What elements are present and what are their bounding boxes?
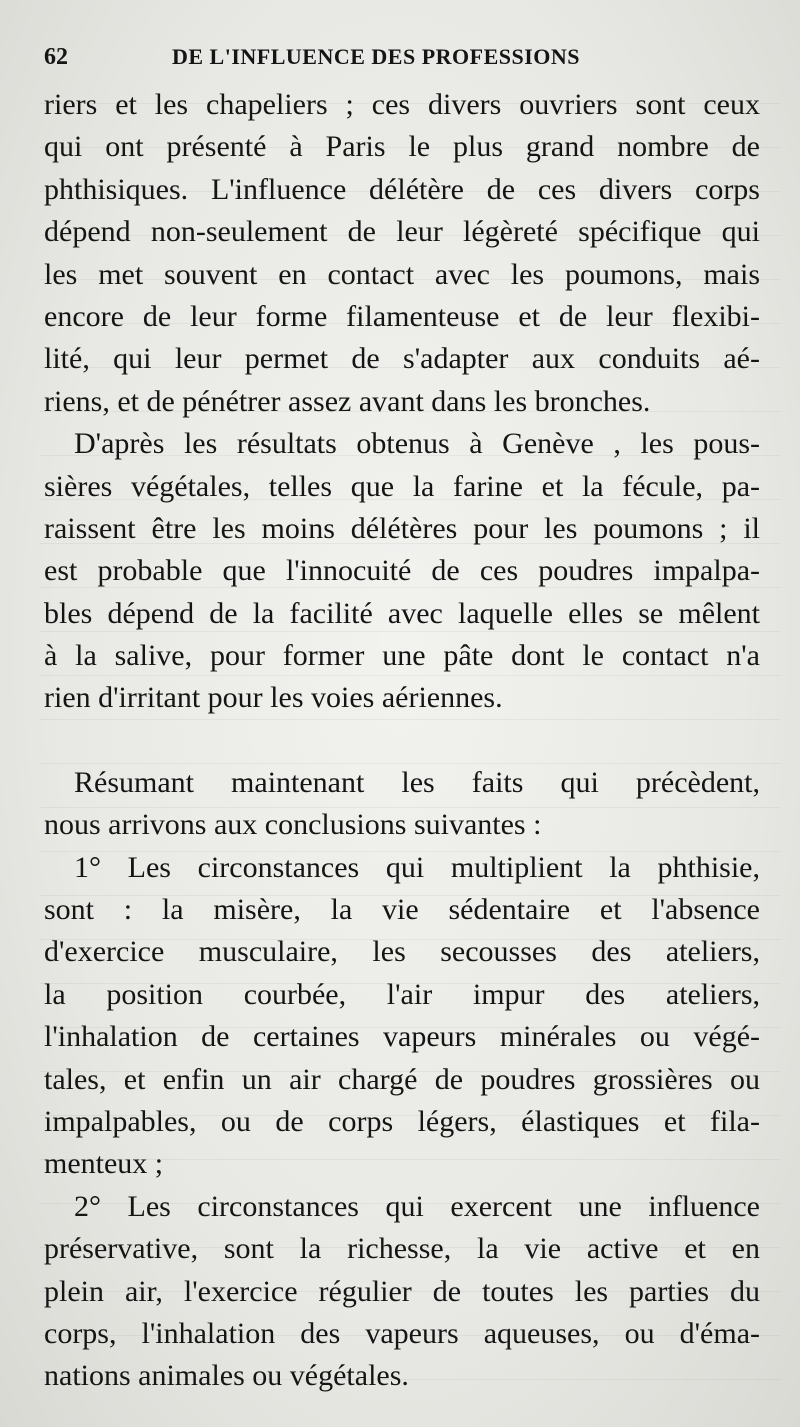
text-line: préservative, sont la richesse, la vie active et en	[44, 1232, 760, 1266]
text-line: raissent être les moins délétères pour les poumons ; il	[44, 511, 760, 545]
text-line: plein air, l'exercice régulier de toutes les parties du	[44, 1274, 760, 1308]
text-line: encore de leur forme filamenteuse et de leur flexibi-	[44, 299, 760, 333]
running-head: DE L'INFLUENCE DES PROFESSIONS	[172, 44, 581, 69]
text-line: sières végétales, telles que la farine et la fécule, pa-	[44, 469, 760, 503]
body-text	[44, 84, 760, 1398]
text-line: D'après les résultats obtenus à Genève , les pous-	[74, 427, 760, 461]
text-line: bles dépend de la facilité avec laquelle elles se mêlent	[44, 596, 760, 630]
text-line: qui ont présenté à Paris le plus grand nombre de	[44, 130, 760, 164]
text-line: l'inhalation de certaines vapeurs minérales ou végé-	[44, 1020, 760, 1054]
text-line: la position courbée, l'air impur des ateliers,	[44, 977, 760, 1011]
paragraph-4	[44, 847, 760, 1186]
page-header	[44, 40, 764, 76]
paragraph-3	[44, 762, 760, 847]
text-line: phthisiques. L'influence délétère de ces divers corps	[44, 172, 760, 206]
text-line: riers et les chapeliers ; ces divers ouvriers sont ceux	[44, 88, 760, 121]
text-line: riens, et de pénétrer assez avant dans les bronches.	[44, 384, 651, 418]
text-line: sont : la misère, la vie sédentaire et l'absence	[44, 893, 760, 927]
paragraph-gap	[44, 720, 760, 762]
paragraph-1	[44, 84, 760, 423]
text-line: corps, l'inhalation des vapeurs aqueuses, ou d'éma-	[44, 1316, 760, 1350]
page-number: 62	[44, 44, 68, 70]
text-line: impalpables, ou de corps légers, élastiques et fila-	[44, 1104, 760, 1138]
paragraph-2	[44, 423, 760, 720]
text-line: nous arrivons aux conclusions suivantes :	[44, 808, 542, 842]
text-line: 2° Les circonstances qui exercent une influence	[74, 1189, 760, 1223]
text-line: dépend non-seulement de leur légèreté spécifique qui	[44, 215, 760, 249]
text-line: nations animales ou végétales.	[44, 1359, 409, 1393]
text-line: est probable que l'innocuité de ces poudres impalpa-	[44, 554, 760, 588]
text-line: rien d'irritant pour les voies aériennes.	[44, 681, 503, 715]
text-line: tales, et enfin un air chargé de poudres grossières ou	[44, 1062, 760, 1096]
text-line: menteux ;	[44, 1147, 164, 1181]
text-line: les met souvent en contact avec les poumons, mais	[44, 257, 760, 291]
text-line: lité, qui leur permet de s'adapter aux conduits aé-	[44, 342, 760, 376]
text-line: à la salive, pour former une pâte dont le contact n'a	[44, 639, 760, 673]
paragraph-5	[44, 1186, 760, 1398]
text-line: 1° Les circonstances qui multiplient la phthisie,	[74, 850, 760, 884]
text-line: d'exercice musculaire, les secousses des ateliers,	[44, 935, 760, 969]
text-line: Résumant maintenant les faits qui précèdent,	[74, 765, 760, 799]
